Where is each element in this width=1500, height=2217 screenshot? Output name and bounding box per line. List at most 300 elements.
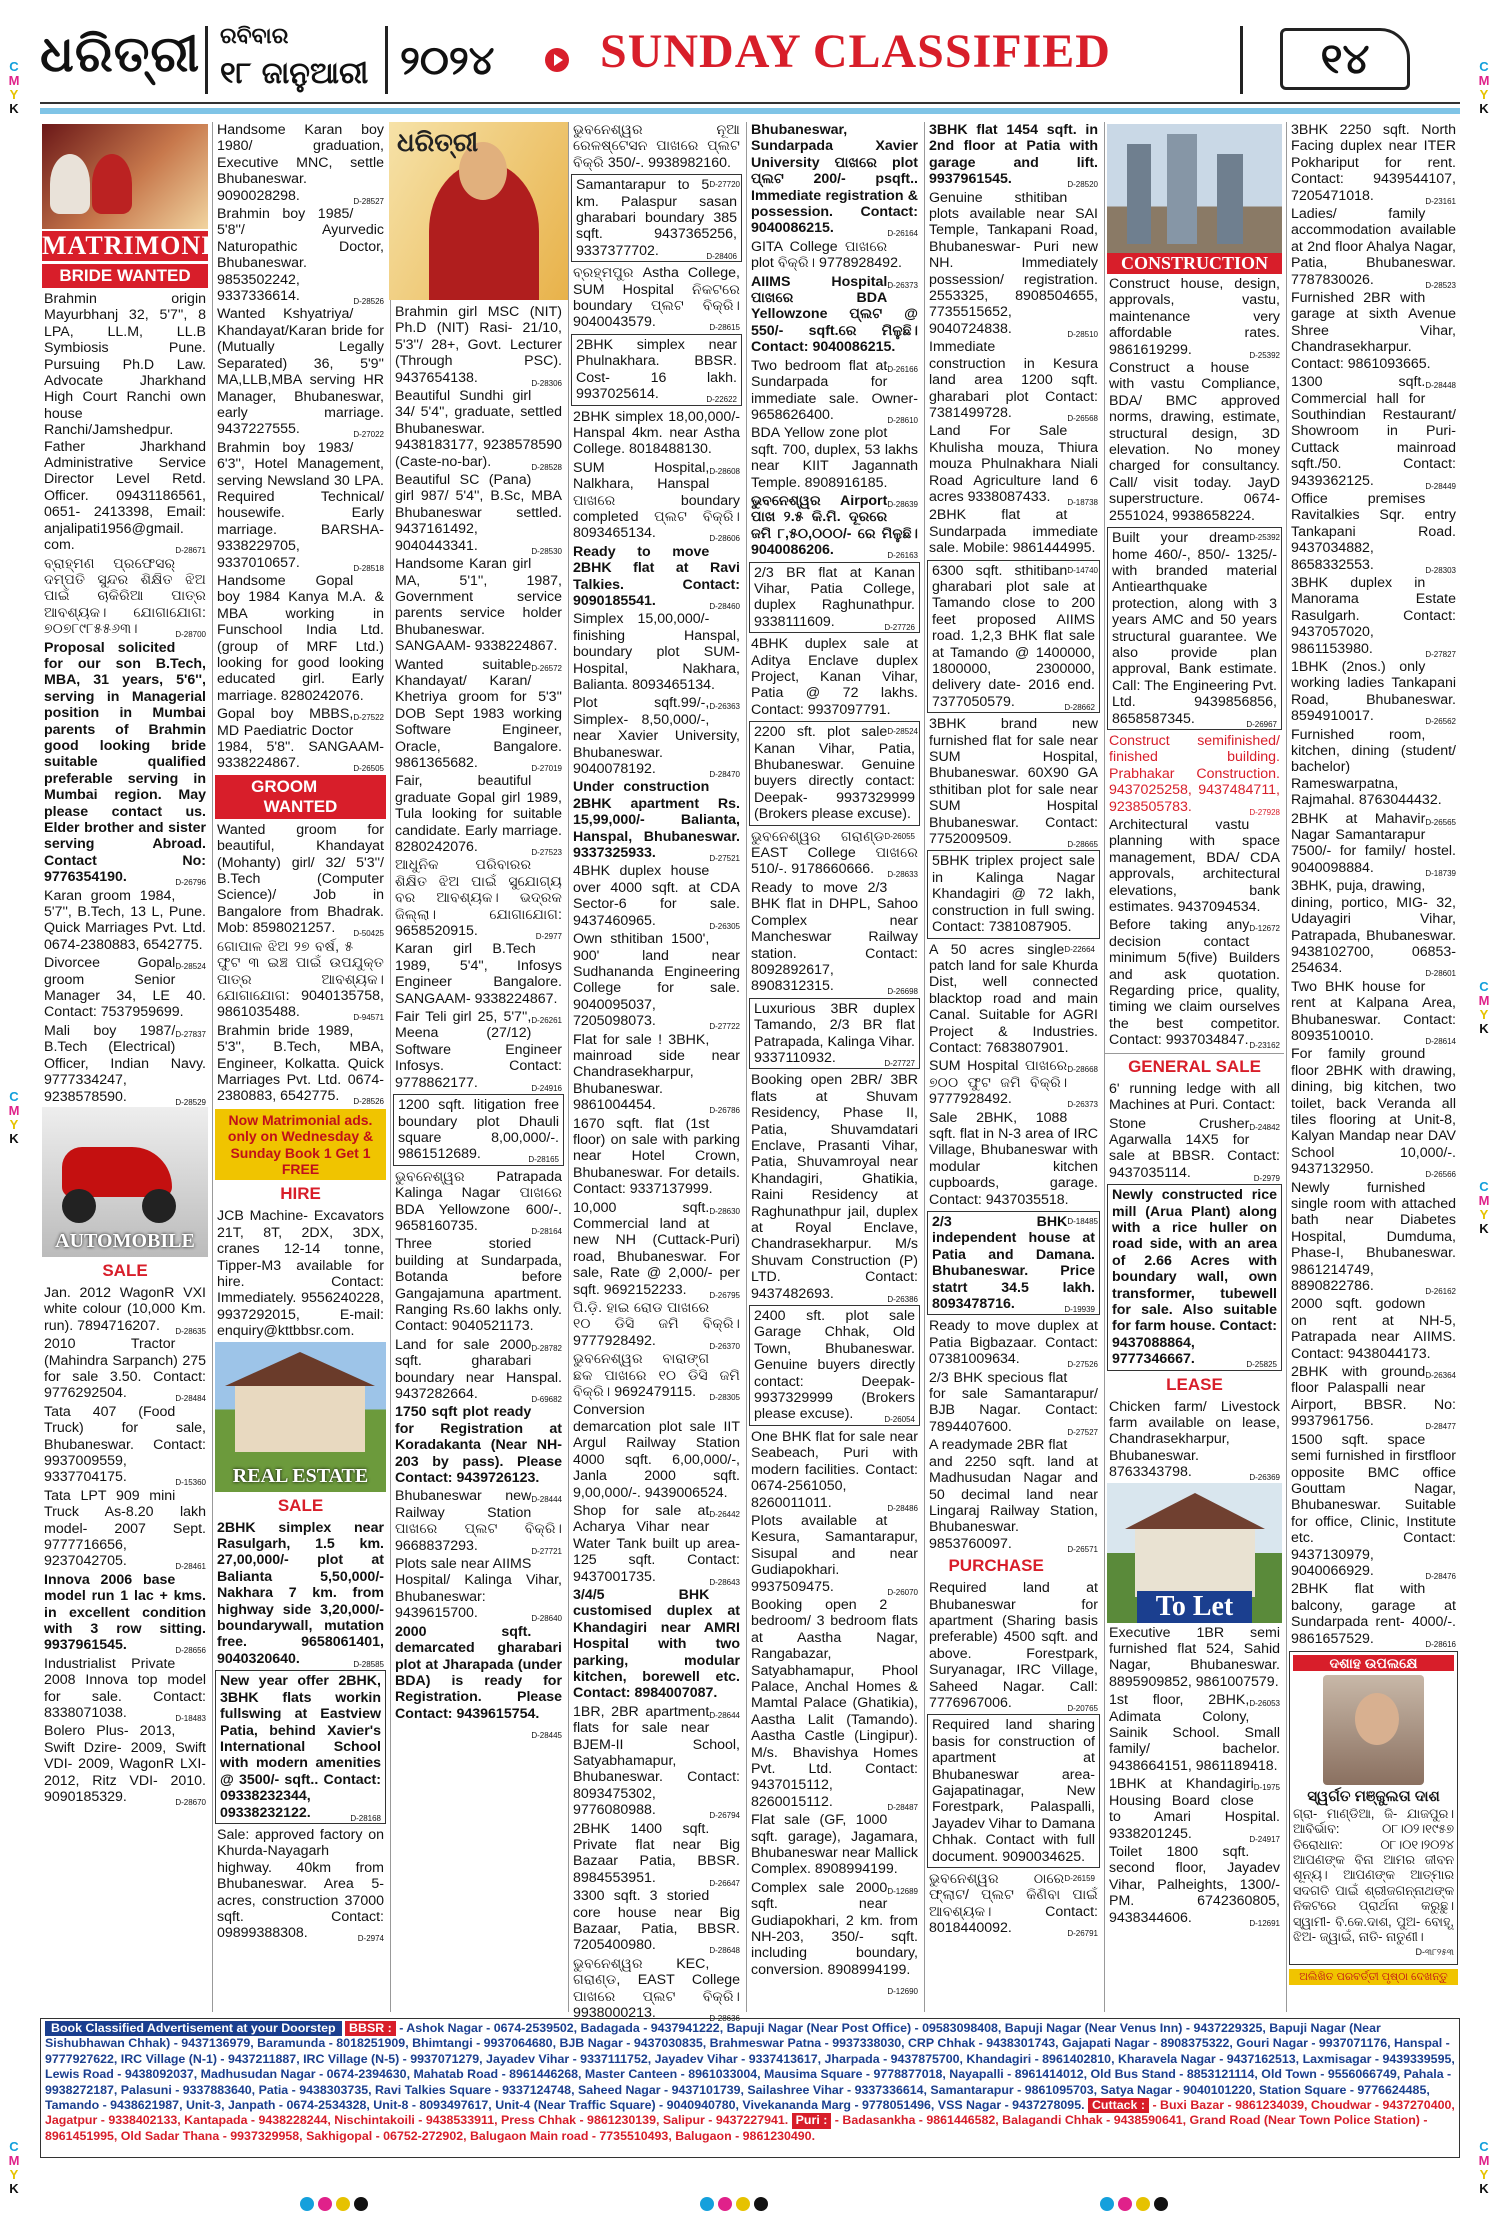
classified-ad [747, 425, 922, 509]
ad-code: D-28656 [175, 1646, 206, 1656]
ad-text: Brahmin girl MSC (NIT) Ph.D (NIT) Rasi- 21/10, 5'3''/ 28+, Govt. Lecturer (Through PSC). 9437654138. [395, 304, 562, 386]
footer-lead: Book Classified Advertisement at your Doorstep [45, 2021, 342, 2036]
ad-code: D-26791 [1067, 1929, 1098, 1939]
ad-text: 1200 sqft. litigation free boundary plot Dhauli square 8,00,000/-. 9861512689. [398, 1097, 559, 1163]
ad-code: D-24916 [531, 1083, 562, 1093]
classified-ad [569, 1115, 744, 1216]
ad-code: D-28665 [1067, 840, 1098, 850]
ad-code: D-26386 [887, 1294, 918, 1304]
header-date: ୧୮ ଜାନୁଆରୀ [220, 56, 369, 91]
ad-code: D-27837 [175, 1029, 206, 1039]
classified-ad [391, 1169, 566, 1235]
classified-ad [749, 998, 920, 1070]
ad-text: Stone Crusher Agarwalla 14X5 for sale at BBSR. Contact: 9437035114. [1109, 1115, 1280, 1181]
ad-text: 2000 sqft. godown on rent at NH-5, Patrapada near AIIMS. Contact: 9438044173. [1291, 1296, 1456, 1362]
ad-code: D-28529 [175, 1097, 206, 1107]
ad-text: Handsome Karan girl MA, 5'1'', 1987, Government service parents service holder Bhubaneswar. SANGAAM- 9338224867. [395, 556, 562, 655]
ad-code: D-28524 [887, 727, 918, 737]
ad-code: D-27720 [709, 180, 740, 190]
ad-code: D-12689 [887, 1886, 918, 1896]
lease-heading: LEASE [1166, 1374, 1223, 1394]
ad-text: ବ୍ରହ୍ମପୁର Astha College, SUM Hospital ନିକଟରେ boundary ପ୍ଲଟ ବିକ୍ରି। 9040043579. [573, 265, 740, 331]
ad-code: D-26163 [887, 551, 918, 561]
classified-ad [927, 850, 1100, 954]
classified-ad [1287, 659, 1460, 725]
ad-code: D-27726 [884, 622, 915, 632]
classified-ad [925, 1109, 1102, 1226]
ad-code: D-94571 [353, 1013, 384, 1023]
ad-code: D-28444 [531, 1495, 562, 1505]
ad-code: D-28526 [353, 1097, 384, 1107]
ad-code: D-24917 [1249, 1834, 1280, 1844]
classified-ad [747, 238, 922, 290]
ad-text: 2/3 BR flat at Kanan Vihar, Patia College, duplex Raghunathpur. 9338111609. [754, 564, 915, 630]
ad-code: D-28523 [1425, 280, 1456, 290]
ad-text: GITA College ପାଖରେ plot ବିକ୍ରି। 9778928492. [751, 238, 902, 272]
classified-ad [391, 1623, 566, 1741]
ad-text: Plots sale near AIIMS Hospital/ Kalinga Vihar, Bhubaneswar: 9439615700. [395, 1556, 562, 1622]
ad-code: D-27523 [531, 848, 562, 857]
classified-ad [1287, 878, 1460, 979]
bride-figure [50, 154, 90, 214]
ad-code: D-28648 [709, 1946, 740, 1956]
ad-code: D-14740 [1067, 565, 1098, 575]
ad-text: Plot sqft.99/-, Simplex- 8,50,000/-, near Xavier University, Bhubaneswar. 9040078192. [573, 695, 740, 778]
ad-code: D-28445 [531, 1731, 562, 1741]
ad-text: Fair Teli girl 25, 5'7'', Meena (27/12) Software Engineer Infosys. Contact: 9778862177. [395, 1009, 562, 1091]
classified-ad [391, 773, 566, 855]
header-divider [205, 26, 208, 94]
ad-code: D-26166 [887, 364, 918, 374]
ad-code: D-22664 [1064, 944, 1095, 954]
ad-text: Furnished room, kitchen, dining (student/ bachelor) Rameswarpatna, Rajmahal. 8763044432. [1291, 726, 1456, 809]
ad-code: D-26566 [1425, 1170, 1456, 1180]
classified-ad [213, 122, 388, 204]
ad-text: Ready to move duplex at Patia Bigbazaar. Contact: 07381009634. [929, 1318, 1098, 1368]
ad-text: A 50 acres single patch land for sale Khurda Dist, well connected blacktop road and main Canal. Suitable for AGRI Project & Industries. Contact: 7683807901. [929, 941, 1098, 1056]
ad-text: 5BHK triplex project sale in Kalinga Nagar Khandagiri @ 72 lakh, construction in full swing. Contact: 7381087905. [932, 853, 1095, 936]
classified-ad [569, 1821, 744, 1887]
ad-text: Mali boy 1987/ B.Tech (Electrical) Officer, Indian Navy. 9777334247, 9238578590. [44, 1022, 206, 1105]
ad-code: D-26363 [709, 702, 740, 712]
classified-ad [1287, 726, 1460, 827]
booking-centres-footer [40, 2018, 1460, 2158]
classified-ad [391, 857, 566, 942]
ad-code: D-2974 [357, 1934, 384, 1944]
ad-text: Beautiful Sundhi girl 34/ 5'4'', graduate, settled Bhubaneswar. 9438183177, 9238578590 (Caste-no-bar). [395, 388, 562, 470]
classified-ad [747, 1513, 922, 1595]
classified-ad [213, 1827, 388, 1942]
ad-text: 2200 sft. plot sale Kanan Vihar, Patia, Bhubaneswar. Genuine buyers directly contact: Deepak- 9937329999 (Brokers please excuse). [754, 724, 915, 823]
ad-code: D-28530 [531, 546, 562, 556]
ad-code: D-26261 [531, 1016, 562, 1026]
ad-code: D-25392 [1249, 350, 1280, 360]
ad-code: D-28671 [175, 546, 206, 556]
classified-ad [569, 1351, 744, 1403]
ad-text: Bolero Plus- 2013, Swift Dzire- 2009, Swift VDI- 2009, WagonR LXI- 2012, Ritz VDI- 2010. 9090185329. [44, 1723, 206, 1806]
to-let-ads-8 [1287, 122, 1460, 1647]
classified-ad [213, 822, 388, 937]
ad-text: 3BHK flat 1454 sqft. in 2nd floor at Patia with garage and lift. 9937961545. [929, 122, 1098, 188]
ad-code: D-26565 [1425, 817, 1456, 827]
ad-text: Bhubaneswar new Railway Station ପାଖରେ ପ୍ଲଟ ବିକ୍ରି। 9668837293. [395, 1488, 562, 1554]
ad-text: 3BHK 2250 sqft. North Facing duplex near ITER Pokhariput for rent. Contact: 9439544107, 7205471018. [1291, 122, 1456, 204]
classified-ad [569, 1402, 744, 1519]
ad-text: Luxurious 3BR duplex Tamando, 2/3 BR flat Patrapada, Kalinga Vihar. 9337110932. [754, 1000, 915, 1066]
column-6 [924, 122, 1102, 2012]
ad-code: D-27022 [353, 430, 384, 440]
classified-ad [40, 1656, 210, 1722]
ad-text: Tata LPT 909 mini Truck As-8.20 lakh model- 2007 Sept. 9777716656, 9237042705. [44, 1487, 206, 1570]
ad-code: D-26159 [1064, 1874, 1095, 1884]
ad-code: D-28700 [175, 630, 206, 640]
ad-code: D-28470 [709, 770, 740, 780]
real-estate-image [215, 1342, 386, 1492]
column-3 [390, 122, 566, 2012]
classified-ad [927, 1714, 1100, 1884]
ad-text: 1BR, 2BR apartment flats for sale near BJEM-II School, Satyabhamapur, Bhubaneswar. Contact: 8093475302, 9776080988. [573, 1703, 740, 1819]
ad-code: D-28510 [1067, 329, 1098, 339]
color-check-dots [700, 2197, 768, 2211]
header-year: ୨୦୨୪ [400, 38, 495, 84]
ad-text: Land For Sale Khulisha mouza, Thiura mouza Phulnakhara Niali Road Agriculture land 6 acres 9338087433. [929, 423, 1098, 505]
ad-code: D-28477 [1425, 1422, 1456, 1432]
ad-code: D-28449 [1425, 481, 1456, 491]
classified-ad [569, 408, 744, 476]
ad-text: Wanted Kshyatriya/ Khandayat/Karan bride for (Mutually Legally Separated) 36, 5'9'' MA,LLB,MBA serving HR Manager, Bhubaneswar, early marriage. 9437227555. [217, 306, 384, 438]
ad-code: D-26572 [531, 663, 562, 673]
real-estate-ads-3 [391, 1094, 566, 1741]
classified-ad [925, 1580, 1102, 1711]
matrimonial-ads-2 [213, 122, 388, 772]
ad-code: D-28644 [709, 1710, 740, 1720]
ad-code: D-28608 [709, 466, 740, 476]
ad-text: 2000 sqft. demarcated gharabari plot at Jharapada (under BDA) is ready for Registration. Please Contact: 9439615754. [395, 1623, 562, 1722]
ad-text: Two BHK house for rent at Kalpana Area, Bhubaneswar. Contact: 8093510010. [1291, 978, 1456, 1044]
classified-ad [749, 562, 920, 634]
ad-text: Karan groom 1984, 5'7'', B.Tech, 13 L, Pune. Quick Marriages Pvt. Ltd. 0674-2380883, 6542775. [44, 887, 206, 953]
ad-text: 4BHK duplex house over 4000 sqft. at CDA Sector-6 for sale. 9437460965. [573, 863, 740, 929]
ad-text: 2/3 BHK independent house at Patia and Damana. Bhubaneswar. Price statrt 34.5 lakh. 8093478716. [932, 1214, 1095, 1313]
classified-ad [925, 507, 1102, 575]
ad-code: D-26070 [887, 1587, 918, 1597]
ad-code: D-18739 [1425, 868, 1456, 878]
continued-note: ଅଲିଖିତ ପରବର୍ତ୍ତୀ ପୃଷ୍ଠା ଦେଖନ୍ତୁ [1289, 1969, 1458, 1985]
ad-code: D-28616 [1425, 1639, 1456, 1649]
matrimonial-promo: Now Matrimonial ads. only on Wednesday & Sunday Book 1 Get 1 FREE [215, 1109, 386, 1181]
footer-cuttack-list: - Buxi Bazar - 9861234039, Choudwar - 9437270400, Jagatpur - 9338402133, Kantapada - 9438228244, Nischintakoili - 9438533911, Press Chhak - 9861230139, Salipur - 9437227941. [45, 2098, 1455, 2128]
ad-text: Two bedroom flat at Sundarpada for immediate sale. Owner- 9658626400. [751, 357, 918, 423]
ad-code: D-28615 [709, 323, 740, 333]
ad-text: 1670 sqft. flat (1st floor) on sale with parking near Hotel Crown, Bhubaneswar. For details. Contact: 9337137999. [573, 1115, 740, 1198]
footer-cuttack-label: Cuttack : [1088, 2098, 1149, 2113]
ad-text: Genuine sthitiban plots available near SAI Temple, Tankapani Road, Bhubaneswar- Puri new NH. Immediately possession/ registration. 2553325, 8908504655, 7735515652, 9040724838. [929, 189, 1098, 337]
ad-text: Complex sale 2000 sqft. near Gudiapokhari, 2 km. from NH-203, 350/- sqft. including boundary, conversion. 8908994199. [751, 1879, 918, 1978]
ad-code: D-27526 [1067, 1360, 1098, 1370]
classified-ad [925, 1437, 1102, 1552]
classified-ad [393, 1094, 564, 1166]
ad-code: D-27521 [709, 854, 740, 864]
ad-code: D-25825 [1246, 1360, 1277, 1370]
classified-columns [40, 122, 1460, 2024]
ad-code: D-26162 [1425, 1287, 1456, 1297]
color-check-dots [300, 2197, 368, 2211]
classified-ad [1105, 817, 1284, 934]
ad-text: Innova 2006 base model run 1 lac + kms. in excellent condition with 3 row sitting. 9937961545. [44, 1571, 206, 1654]
footer-bbsr-list: - Ashok Nagar - 0674-2539502, Badagada - 9437941222, Bapuji Nagar (Near Post Office) - 09583098408, Bapuji Nagar (Near Venus Inn) - 9437229325, Bapuji Nagar (Near Sishubhawan Chhak) - 9437136979, Baramunda - 8018251909, Bhimtangi - 9937064680, BJB Nagar - 9437030835, Brahmeswar Patna - 9937338030, CRP Chhak - 9438301743, Gajapati Nagar - 8908375322, Gouri Nagar - 9937071176, Hanspal - 9777927622, IRC Village (N-1) - 9437211887, IRC Village (N-5) - 9937071279, Jayadev Vihar - 9337111752, Jayadev Vihar - 9337413617, Jharpada - 9437875700, Khandagiri - 8961402810, Kharavela Nagar - 9437162513, Laxmisagar - 9439339595, Lewis Road - 9438092037, Madhusudan Nagar - 0674-2394630, Mahatab Road - 8961446268, Master Canteen - 8961033004, Mausima Square - 9778877018, Nayapalli - 8961414012, Old Bus Stand - 8853121114, Old Town - 9556066749, Pahala - 9938272187, Palasuni - 9337883640, Patia - 9438303735, Ravi Talkies Square - 9337124748, Saheed Nagar - 9437101739, Sailashree Vihar - 9337336614, Samantarapur - 9861095703, Satya Nagar - 9040101220, Station Square - 9776624485, Tamando - 9438621987, Unit-3, Janpath - 0674-2534328, Unit-8 - 8093497617, Unit-4 (Near Traffic Square) - 9040940780, Vivekananda Marg - 9778051496, VSS Nagar - 9437278095. [45, 2021, 1455, 2113]
classified-ad [1105, 1399, 1284, 1481]
lease-ads [1105, 1399, 1284, 1481]
classified-ad [391, 304, 566, 386]
obituary-name: ସ୍ୱର୍ଗତ ମଞ୍ଜୁଲତା ଦାଶ [1307, 1788, 1440, 1806]
obituary-box [1289, 1651, 1458, 1965]
ad-code: D-27928 [1249, 807, 1280, 817]
ad-text: 6300 sqft. sthitiban gharabari plot sale at Tamando close to 200 feet proposed AIIMS road. 1,2,3 BHK flat sale at Tamando @ 1400000, 1800000, 2300000, delivery date- 2016 end. 7377050579. [932, 562, 1095, 710]
classified-ad [40, 291, 210, 554]
ad-code: D-28484 [175, 1394, 206, 1404]
column-8 [1286, 122, 1460, 2012]
ad-code: D-28601 [1425, 969, 1456, 979]
construction-banner: CONSTRUCTION [1107, 253, 1282, 274]
ad-text: Construct a house with vastu Compliance, BDA/ BMC approved norms, drawing, estimate, structural design, 3D elevation. No money charged for consultancy. Call/ visit today. JayD superstructure. 0674- 2551024, 9938658224. [1109, 360, 1280, 524]
ad-code: D-12691 [1249, 1918, 1280, 1928]
obituary-title: ଦଶାହ ଉପଲକ୍ଷେ [1293, 1655, 1454, 1671]
ad-text: Flat for sale ! 3BHK, mainroad side near Chandrasekharpur, Bhubaneswar. 9861004454. [573, 1031, 740, 1114]
ad-text: Gopal boy MBBS, MD Paediatric Doctor 1984, 5'8''. SANGAAM- 9338224867. [217, 706, 384, 772]
ad-text: Jan. 2012 WagonR VXI white colour (10,000 Km. run). 7894716207. [44, 1284, 206, 1334]
ad-text: Samantarapur to 5 km. Palaspur sasan gharabari boundary 385 sqft. 9437365256, 9337377702. [576, 177, 737, 259]
ad-text: 2BHK flat with balcony, garage at Sundarpada rent- 4000/-. 9861657529. [1291, 1581, 1456, 1647]
matrimonial-banner: MATRIMONIAL [42, 231, 251, 260]
ad-text: Land for sale 2000 sqft. gharabari boundary near Hanspal. 9437282664. [395, 1336, 562, 1402]
footer-bbsr-label: BBSR : [345, 2021, 396, 2036]
ad-text: Brahmin origin Mayurbhanj 32, 5'7'', 8 LPA, LL.M, LL.B Symbiosis Pune. Pursuing Ph.D Law. Advocate Jharkhand High Court Ranchi own house Ranchi/Jamshedpur. Father Jharkhand Administrative Service Director Level Retd. Officer. 09431186561, 0651- 2413398, Email: anjalipati1956@gmail. com. [44, 291, 206, 554]
classified-ad [925, 423, 1102, 505]
classified-ad [213, 572, 388, 723]
obituary-photo [1323, 1675, 1424, 1785]
ad-text: New year offer 2BHK, 3BHK flats workin fullswing at Eastview Patia, behind Xavier's International School with modern amenities @ 3500/- sqft.. Contact: 09338232344, 09338232122. [220, 1673, 381, 1821]
ad-text: Sale 2BHK, 1088 sqft. flat in N-3 area of IRC Village, Bhubaneswar with modular kitchen cupboards, garage. Contact: 9437035518. [929, 1109, 1098, 1208]
color-check-dots [1100, 2197, 1168, 2211]
real-estate-sale-heading: SALE [277, 1495, 324, 1515]
ad-code: D-20765 [1067, 1703, 1098, 1713]
house-shape [1135, 1527, 1255, 1597]
newspaper-logo: ଧରିତ୍ରୀ [397, 128, 479, 158]
registration-mark-right-top: C M Y K [1478, 59, 1490, 116]
classified-ad [1107, 527, 1282, 730]
classified-ad [925, 122, 1102, 188]
classified-ad [40, 1404, 210, 1486]
registration-mark-left-mid: C M Y K [8, 1089, 20, 1146]
ad-text: Own sthitiban 1500', 900' land near Sudhananda Engineering College for sale. 9040095037, 7205098073. [573, 931, 740, 1030]
general-sale-heading: GENERAL SALE [1105, 1053, 1284, 1077]
ad-text: Simplex 15,00,000/- finishing Hanspal, boundary plot SUM- Hospital, Nakhara, Balianta. 8093465134. [573, 611, 740, 693]
classified-ad [747, 636, 922, 737]
ad-code: D-26055 [884, 831, 915, 841]
column-2 [212, 122, 388, 2012]
ad-text: 1500 sqft. space semi furnished in firstfloor opposite BMC office Gouttam Nagar, Bhubaneswar. Suitable for office, Clinic, Institute etc. Contact: 9437130979, 9040066929. [1291, 1431, 1456, 1579]
classified-ad [925, 1370, 1102, 1436]
ad-code: D-19939 [1064, 1305, 1095, 1315]
automobile-image [42, 1107, 208, 1257]
ad-code: D-27827 [1425, 649, 1456, 659]
classified-ad [569, 863, 744, 929]
classified-ad [215, 1670, 386, 1824]
tower-shape [1217, 154, 1243, 244]
registration-mark-right-mid2: C M Y K [1478, 1179, 1490, 1236]
column-5 [746, 122, 922, 2012]
classified-ad [1287, 1180, 1460, 1295]
classified-ad [391, 388, 566, 470]
classified-ad [1287, 1432, 1460, 1580]
page-number: ୧୪ [1280, 28, 1410, 90]
classified-ad [1105, 276, 1284, 358]
ad-code: D-2979 [1253, 1173, 1280, 1183]
ad-text: 3300 sqft. 3 storied core house near Big Bazaar, Patia, BBSR. 7205400980. [573, 1888, 740, 1954]
ad-code: D-27522 [353, 713, 384, 723]
ad-code: D-26442 [709, 1509, 740, 1519]
ad-text: Architectural vastu planning with space management, BDA/ CDA approvals, architectural elevations, bank estimates. 9437094534. [1109, 817, 1280, 916]
ad-text: Ready to move 2/3 BHK flat in DHPL, Sahoo Complex near Mancheswar Railway station. Contact: 8092892617, 8908312315. [751, 879, 918, 995]
ad-code: D-1975 [1253, 1783, 1280, 1793]
ad-code: D-27019 [531, 763, 562, 773]
ad-text: Built your dream home 460/-, 850/- 1325/- with branded material Antiearthquake protection, along with 3 years AMC and 50 years structural guarantee. We also provide plan approval, Bank estimate. Call: The Engineering Pvt. Ltd. 9439856856, 8658587345. [1112, 530, 1277, 727]
ad-code: D-15360 [175, 1478, 206, 1488]
classified-ad [1105, 1080, 1284, 1132]
ad-text: Ready to move 2BHK flat at Ravi Talkies. Contact: 9090185541. [573, 543, 740, 609]
ad-code: D-2977 [535, 932, 562, 942]
footer-puri-list: - Badasankha - 9861446582, Balagandi Chhak - 9438590641, Grand Road (Near Town Police Station) - 8961451995, Old Sadar Thana - 9937329958, Sakhigopal - 06752-272902, Balugaon Main road - 7735510493, Balugaon - 9861230490. [45, 2113, 1428, 2143]
ad-text: 2BHK simplex 18,00,000/- Hanspal 4km. near Astha College. 8018488130. [573, 408, 740, 458]
classified-ad [925, 1318, 1102, 1370]
classified-ad [213, 939, 388, 1021]
ad-text: ଭୁବନେଶ୍ୱର Patrapada Kalinga Nagar ପାଖରେ BDA Yellowzone 600/-. 9658160735. [395, 1168, 562, 1234]
classified-ad [213, 1208, 388, 1339]
ad-code: D-28668 [1067, 1065, 1098, 1075]
ad-text: 2BHK simplex near Rasulgarh, 1.5 km. 27,00,000/- plot at Balianta 5,50,000/- Nakhara 7 km. from highway side 3,20,000/- boundarywall, mutation free. 9658061401, 9040320640. [217, 1519, 384, 1667]
ad-code: D-28164 [531, 1226, 562, 1236]
ad-code: D-26795 [709, 1290, 740, 1300]
matrimonial-ads-3 [391, 304, 566, 1091]
registration-mark-left-bottom: C M Y K [8, 2139, 20, 2196]
play-icon [545, 48, 569, 72]
ad-text: Immediate construction in Kesura land area 1200 sqft. gharabari plot Contact: 7381499728. [929, 339, 1098, 421]
ad-code: D-26373 [1067, 1100, 1098, 1110]
real-estate-ads [213, 1520, 388, 1942]
column-7 [1104, 122, 1284, 2012]
classified-ad [569, 265, 744, 331]
classified-ad [569, 611, 744, 712]
general-sale-ads [1105, 1081, 1284, 1371]
ad-text: AIIMS Hospital ପାଖରେ BDA Yellowzone ପ୍ଲଟ @ 550/- sqft.ରେ ମିଳୁଛି। Contact: 9040086215. [751, 273, 918, 356]
bride-wanted-heading: BRIDE WANTED [42, 264, 208, 288]
ad-text: Divorcee Gopal groom Senior Manager 34, LE 40. Contact: 7537959699. [44, 955, 206, 1021]
ad-text: Handsome Gopal boy 1984 Kanya M.A. & MBA working in Funschool India Ltd. (group of MRF Ltd.) looking for good looking educated girl. Early marriage. 8280242076. [217, 572, 384, 704]
tower-shape [1167, 134, 1197, 244]
ad-text: 1BHK (2nos.) only working ladies Tankapani Road, Bhubaneswar. 8594910017. [1291, 659, 1456, 725]
classified-ad [747, 1812, 922, 1896]
ad-text: ପି.ଡ଼ି. ହାଇ ରୋଡ ପାଖରେ ୧୦ ଡିସି ଜମି ବିକ୍ରି। 9777928492. [573, 1300, 740, 1349]
groom-figure [92, 154, 132, 214]
classified-ad [569, 1956, 744, 2022]
header-divider [385, 26, 388, 94]
ad-text: Flat sale (GF, 1000 sqft. garage), Jagamara, Bhubaneswar near Mallick Complex. 8908994199. [751, 1812, 918, 1878]
classified-ad [1287, 290, 1460, 391]
ad-code: D-27722 [709, 1022, 740, 1032]
ad-text: Conversion demarcation plot sale IIT Argul Railway Station 4000 sqft. 6,00,000/-, Janla 2000 sqft. 9,00,000/-. 9439006524. [573, 1402, 740, 1501]
ad-code: D-18485 [1067, 1217, 1098, 1226]
ad-code: D-28406 [706, 251, 737, 261]
portrait-face [1355, 1693, 1399, 1745]
ad-code: D-26647 [709, 1878, 740, 1888]
ad-text: Sale: approved factory on Khurda-Nayagarh highway. 40km from Bhubaneswar. Area 5- acres, construction 37000 sqft. Contact: 09899388308. [217, 1826, 384, 1942]
ad-text: 2BHK simplex near Phulnakhara. BBSR. Cost- 16 lakh. 9937025614. [576, 336, 737, 403]
ad-text: ଭୁବନେଶ୍ୱର KEC, ଗରାଣ୍ଡ, EAST College ପାଖରେ ପ୍ଲଟ ବିକ୍ରି। 9938000213. [573, 1955, 740, 2022]
ad-text: Plots available at Kesura, Samantarapur, Sisupal and near Gudiapokhari. 9937509475. [751, 1512, 918, 1595]
bride-photo [389, 122, 568, 300]
groom-wanted-ads [213, 822, 388, 1105]
ad-text: Toilet 1800 sqft. second floor, Jayadev Vihar, Palheights, 1300/- PM. 6742360805, 9438344606. [1109, 1843, 1280, 1926]
ad-code: D-28476 [1425, 1571, 1456, 1581]
ad-text: Under construction 2BHK apartment Rs. 15,99,000/- Balianta, Hanspal, Bhubaneswar. 9337325933. [573, 779, 740, 862]
ad-text: ବ୍ରାହ୍ମଣ ପ୍ରଫେସର୍ ଦମ୍ପତି ସୁନ୍ଦର ଶିକ୍ଷିତ ଝିଅ ପାଇଁ ଚାକିରିଆ ପାତ୍ର ଆବଶ୍ୟକ। ଯୋଗାଯୋଗ: ୭୦୭୮୯୮୫୫୬୩। [44, 555, 206, 638]
ad-text: Tata 407 (Food Truck) for sale, Bhubaneswar. Contact: 9937009559, 9337704175. [44, 1403, 206, 1486]
ad-text: Proposal solicited for our son B.Tech, MBA, 31 years, 5'6'', serving in Managerial position in Mumbai parents of Brahmin good looking bride suitable qualified preferable serving in Mumbai region. May please contact us. Elder brother and sister serving Abroad. Contact No: 9776354190. [44, 639, 206, 886]
classified-ad [213, 1520, 388, 1668]
ad-text: 1300 sqft. Commercial hall for Southindian Restaurant/ Showroom in Puri- Cuttack mainroad sqft./50. Contact: 9439362125. [1291, 374, 1456, 489]
hire-ads [213, 1208, 388, 1339]
roof-shape [1125, 1493, 1265, 1529]
ad-text: 2BHK 1400 sqft. Private flat near Big Bazaar Patia, BBSR. 8984553951. [573, 1820, 740, 1886]
classified-ad [1287, 122, 1460, 204]
ad-text: ଭୁବନେଶ୍ୱର ବାରାଙ୍ଗ ଛକ ପାଖରେ ୧୦ ଡିସି ଜମି ବିକ୍ରି। 9692479115. [573, 1351, 740, 1401]
ad-code: D-28636 [709, 2014, 740, 2024]
classified-ad [1107, 1184, 1282, 1370]
ad-code: D-28670 [175, 1798, 206, 1808]
classified-ad [925, 190, 1102, 338]
ad-code: D-18738 [1067, 497, 1098, 507]
ad-code: D-28633 [887, 870, 918, 880]
ad-text: 1st floor, 2BHK, Adimata Colony, Sainik School. Small family/ bachelor. 9438664151, 9861189418. [1109, 1692, 1280, 1774]
ad-code: D-26369 [1249, 1473, 1280, 1483]
classified-ad [391, 472, 566, 554]
classified-ad [747, 122, 922, 237]
ad-text: 1750 sqft plot ready for Registration at Koradakanta (Near NH-203 by pass). Please Contact: 9439726123. [395, 1404, 562, 1487]
ad-text: SUM Hospital ପାଖରେ ୭୦୦ ଫୁଟ ଜମି ବିକ୍ରି। 9777928492. [929, 1058, 1068, 1108]
ad-text: Required land sharing basis for construction of apartment at Bhubaneswar area- Gajapatinagar, New Forestpark, Palaspalli, Jayadev Vihar to Damana Chhak. Contact with full document. 9090034625. [932, 1717, 1095, 1865]
header-rule [40, 108, 1460, 114]
classified-ad [391, 1556, 566, 1622]
ad-code: D-26373 [887, 280, 918, 290]
construction-ads [1105, 276, 1284, 1049]
ad-text: For family ground floor 2BHK with drawing, dining, big kitchen, two toilet, back Veranda all tiles flooring at Unit-8, Kalyan Mandap near DAV School 10,000/-. 9437132950. [1291, 1046, 1456, 1178]
classified-ad [925, 716, 1102, 850]
ad-text: ଭୁବନେଶ୍ୱର ଠାରେ ଫ୍ଲାଟ/ ପ୍ଲଟ କିଣିବା ପାଇଁ ଆବଶ୍ୟକ। Contact: 8018440092. [929, 1871, 1098, 1937]
classified-ad [569, 1032, 744, 1114]
column-4 [568, 122, 744, 2024]
newspaper-logo: ଧରିତ୍ରୀ [40, 24, 201, 83]
registration-mark-right-bottom: C M Y K [1478, 2139, 1490, 2196]
ad-code: D-28639 [887, 499, 918, 509]
ad-text: 3BHK brand new furnished flat for sale near SUM Hospital, Bhubaneswar. 60X90 GA sthitiban plot for sale near SUM Hospital Bhubaneswar. Contact: 7752009509. [929, 716, 1098, 848]
ad-code: D-22622 [706, 395, 737, 405]
ad-code: D-25392 [1249, 533, 1280, 543]
ad-code: D-28585 [353, 1659, 384, 1669]
ad-text: ଆଧୁନିକ ପରିବାରର ଶିକ୍ଷିତ ଝିଅ ପାଇଁ ସୁଯୋଗ୍ୟ ବର ଆବଶ୍ୟକ। ଭଦ୍ରକ ଜିଲ୍ଲା। ଯୋଗାଯୋଗ: 9658520915. [395, 857, 562, 940]
page-header [40, 18, 1460, 104]
ad-text: 3/4/5 BHK customised duplex at Khandagiri near AMRI Hospital with two parking, modular kitchen, borewell etc. Contact: 8984007087. [573, 1586, 740, 1702]
ad-text: 2BHK flat at Sundarpada immediate sale. Mobile: 9861444995. [929, 507, 1098, 557]
